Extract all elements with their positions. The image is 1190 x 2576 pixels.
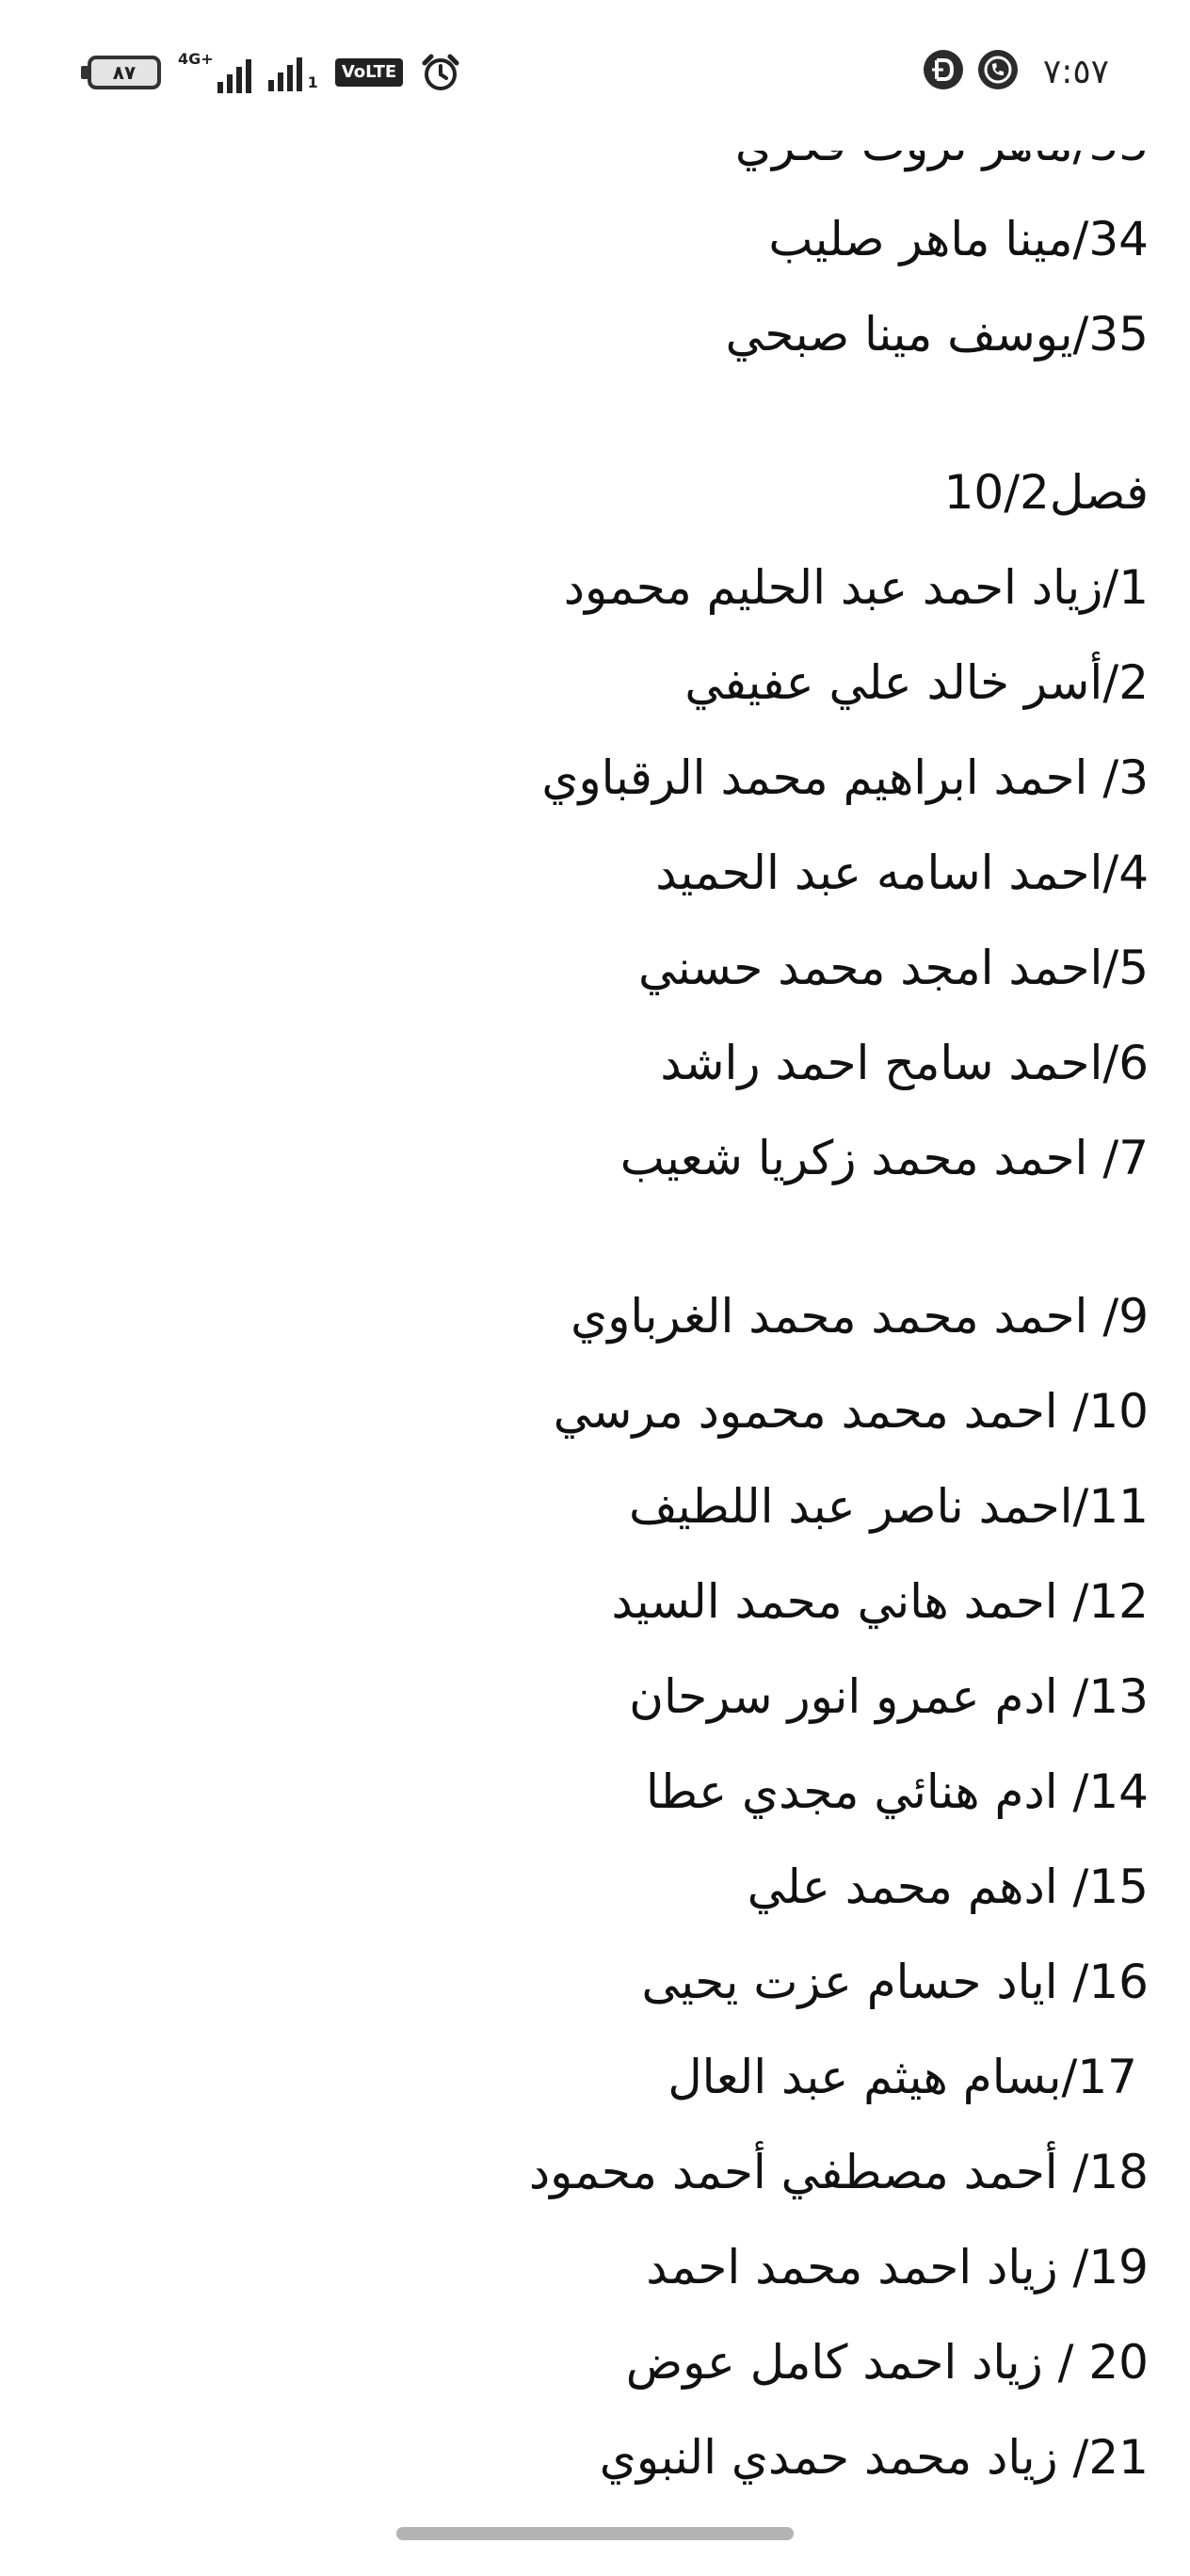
- whatsapp-icon: [977, 49, 1019, 94]
- list-line: 35/يوسف مينا صبحي: [725, 307, 1149, 362]
- mobile-data-icon: [178, 52, 251, 93]
- list-line: 34/مينا ماهر صليب: [768, 212, 1149, 266]
- home-indicator[interactable]: [396, 2527, 794, 2540]
- list-line: 9/ احمد محمد محمد الغرباوي: [571, 1289, 1149, 1344]
- volte-icon: VoLTE: [335, 58, 403, 87]
- status-left-group: [81, 52, 461, 93]
- alarm-clock-icon: [420, 52, 461, 93]
- list-line: 12/ احمد هاني محمد السيد: [611, 1574, 1149, 1629]
- list-line: 2/أسر خالد علي عفيفي: [684, 655, 1149, 710]
- section-title: فصل10/2: [943, 465, 1149, 520]
- list-line: 11/احمد ناصر عبد اللطيف: [628, 1479, 1149, 1534]
- list-line: 3/ احمد ابراهيم محمد الرقباوي: [541, 750, 1149, 805]
- list-line: 20 / زياد احمد كامل عوض: [625, 2335, 1149, 2390]
- list-line: 15/ ادهم محمد علي: [747, 1860, 1149, 1914]
- list-line: 17/بسام هيثم عبد العال: [667, 2050, 1137, 2104]
- sim-number: 1: [307, 73, 318, 91]
- clock-time: ٧:٥٧: [1042, 52, 1109, 91]
- signal-bars-icon: [217, 56, 251, 93]
- list-line: 10/ احمد محمد محمود مرسي: [553, 1384, 1149, 1439]
- list-line: 7/ احمد محمد زكريا شعيب: [619, 1131, 1149, 1185]
- battery-level: ٨٧: [112, 61, 137, 84]
- network-type: 4G+: [178, 50, 214, 68]
- list-line: 18/ أحمد مصطفي أحمد محمود: [528, 2145, 1149, 2199]
- list-line: 1/زياد احمد عبد الحليم محمود: [563, 560, 1149, 615]
- battery-icon: [81, 56, 161, 89]
- list-line: 6/احمد سامح احمد راشد: [660, 1036, 1149, 1090]
- list-line: 5/احمد امجد محمد حسني: [638, 941, 1149, 995]
- signal-strength-icon: [268, 54, 318, 91]
- list-line: 21/ زياد محمد حمدي النبوي: [599, 2430, 1149, 2485]
- list-line: 4/احمد اسامه عبد الحميد: [655, 845, 1149, 900]
- app-notification-icon: [923, 49, 964, 94]
- list-line: 19/ زياد احمد محمد احمد: [646, 2240, 1149, 2294]
- list-line: 14/ ادم هنائي مجدي عطا: [646, 1764, 1149, 1819]
- status-bar: [0, 0, 1190, 151]
- status-right-group: [923, 49, 1109, 94]
- list-line: 13/ ادم عمرو انور سرحان: [629, 1669, 1149, 1724]
- list-line: 16/ اياد حسام عزت يحيى: [641, 1955, 1149, 2009]
